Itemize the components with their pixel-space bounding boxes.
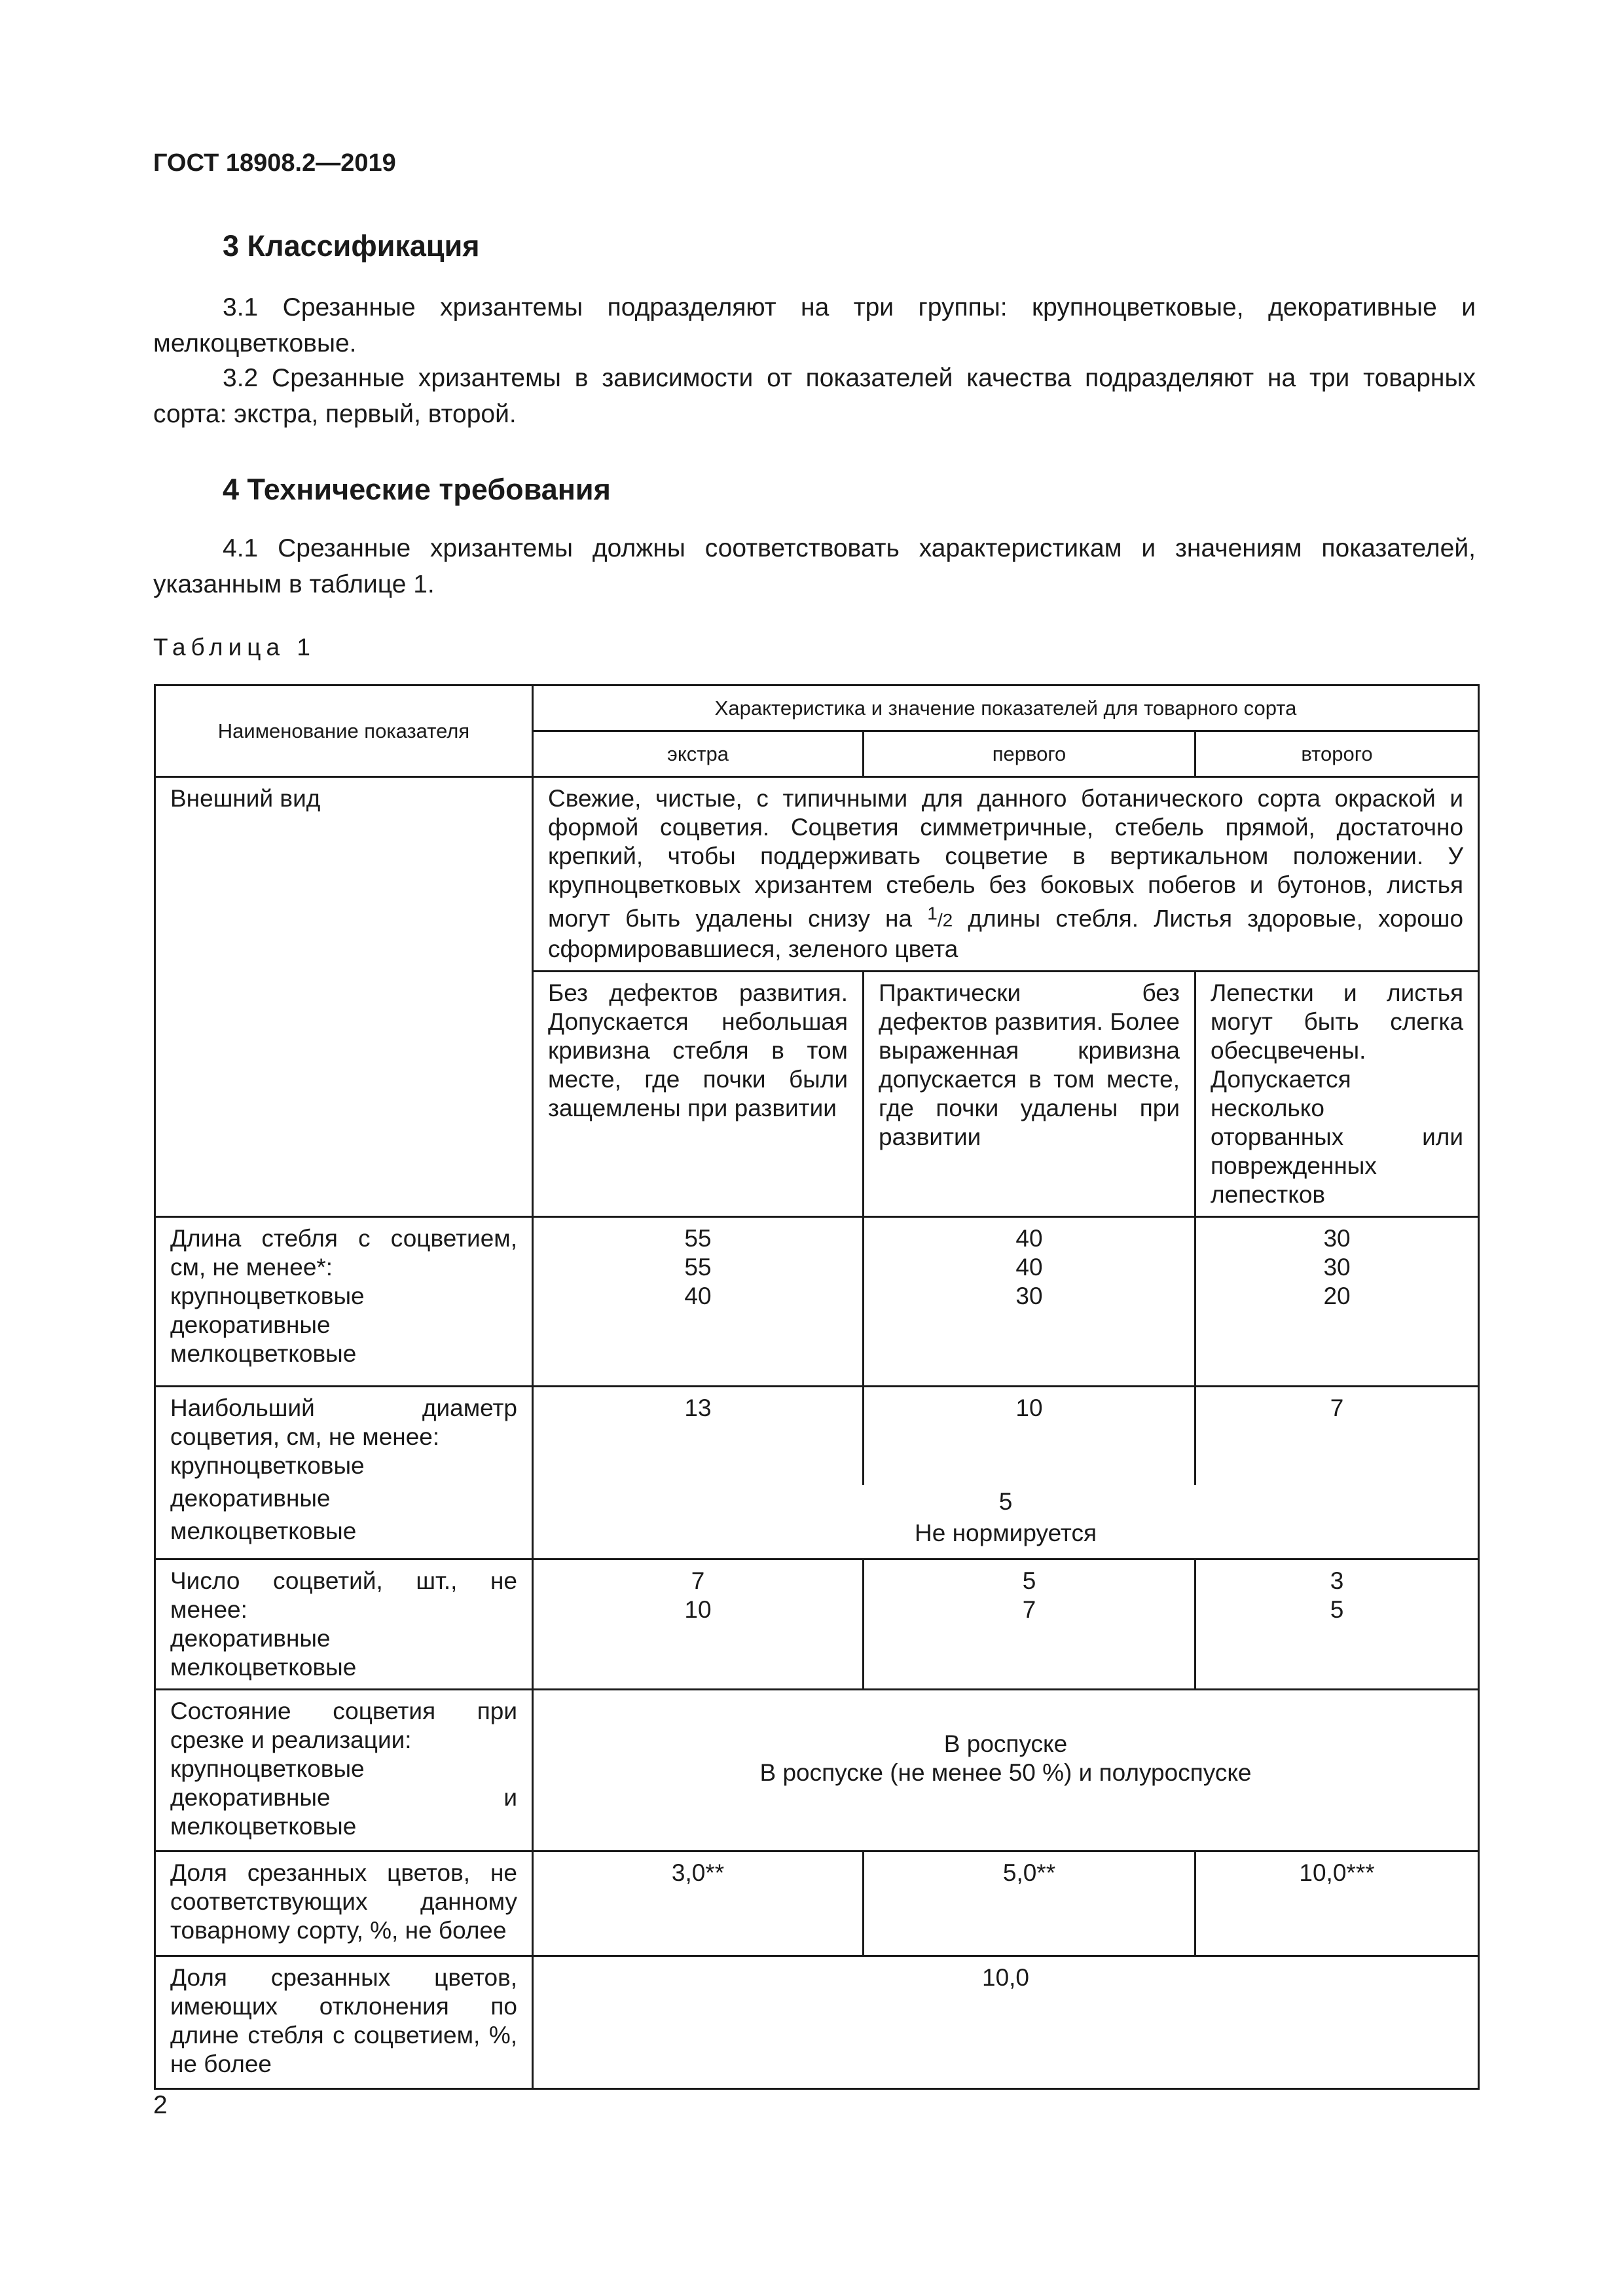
section-3-title: 3 Классификация — [223, 229, 480, 263]
diameter-extra: 13 — [533, 1387, 864, 1485]
paragraph-3-2: 3.2 Срезанные хризантемы в зависимости от показателей качества подразделяют на три товарных сорта: экстра, первый, второй. — [153, 364, 1476, 428]
row-name-length: Длина стебля с соцветием, см, не менее*: крупноцветковые декоративные мелкоцветковые — [155, 1217, 533, 1387]
length-first: 40 40 30 — [864, 1217, 1195, 1387]
paragraph-4-1: 4.1 Срезанные хризантемы должны соответствовать характеристикам и значениям показателей, указанным в таблице 1. — [153, 534, 1476, 598]
appearance-extra: Без дефектов развития. Допускается небольшая кривизна стебля в том месте, где почки были защемлены при развитии — [533, 972, 864, 1217]
appearance-first: Практически без дефектов развития. Более выраженная кривизна допускается в том месте, где почки удалены при развитии — [864, 972, 1195, 1217]
row-name-share-length: Доля срезанных цветов, имеющих отклонения по длине стебля с соцветием, %, не более — [155, 1956, 533, 2089]
row-name-appearance: Внешний вид — [155, 777, 533, 1217]
header-extra: экстра — [533, 731, 864, 777]
header-first: первого — [864, 731, 1195, 777]
section-4-title: 4 Технические требования — [223, 473, 611, 506]
diameter-first: 10 — [864, 1387, 1195, 1485]
share-grade-first: 5,0** — [864, 1851, 1195, 1956]
row-name-state: Состояние соцветия при срезке и реализации: крупноцветковые декоративные и мелкоцветковые — [155, 1690, 533, 1851]
appearance-common: Свежие, чистые, с типичными для данного ботанического сорта окраской и формой соцветия. Соцветия симметричные, стебель прямой, достаточно крепкий, чтобы поддерживать соцветие в вертикальном положении. У крупноцветковых хризантем стебель без боковых побегов и бутонов, листья могут быть удалены снизу на $^1$/2 длины стебля. Листья здоровые, хорошо сформировавшиеся, зеленого цвета — [533, 777, 1479, 972]
table-row — [155, 777, 1479, 972]
diameter-small: Не нормируется — [533, 1519, 1479, 1559]
share-length-value: 10,0 — [533, 1956, 1479, 2089]
requirements-table — [154, 684, 1480, 2090]
header-second: второго — [1195, 731, 1479, 777]
state-values: В роспуске В роспуске (не менее 50 %) и полуроспуске — [533, 1690, 1479, 1851]
page-number: 2 — [153, 2091, 168, 2119]
table-row — [155, 1559, 1479, 1690]
count-extra: 7 10 — [533, 1559, 864, 1690]
count-second: 3 5 — [1195, 1559, 1479, 1690]
table-header-row — [155, 685, 1479, 731]
diameter-decorative: 5 — [533, 1485, 1479, 1519]
table-caption: Таблица 1 — [153, 634, 316, 661]
row-name-diameter: Наибольший диаметр соцветия, см, не менее: крупноцветковые декоративные мелкоцветковые — [155, 1387, 533, 1559]
fraction-half: $^1$/2 — [927, 903, 953, 931]
table-row — [155, 1956, 1479, 2089]
share-grade-extra: 3,0** — [533, 1851, 864, 1956]
table-row — [155, 1690, 1479, 1851]
row-name-count: Число соцветий, шт., не менее: декоративные мелкоцветковые — [155, 1559, 533, 1690]
length-second: 30 30 20 — [1195, 1217, 1479, 1387]
table-row — [155, 1387, 1479, 1485]
header-group: Характеристика и значение показателей для товарного сорта — [533, 685, 1479, 731]
document-code: ГОСТ 18908.2—2019 — [153, 149, 396, 177]
table-row — [155, 1217, 1479, 1387]
row-name-share-grade: Доля срезанных цветов, не соответствующих данному товарному сорту, %, не более — [155, 1851, 533, 1956]
length-extra: 55 55 40 — [533, 1217, 864, 1387]
table-row — [155, 1851, 1479, 1956]
diameter-second: 7 — [1195, 1387, 1479, 1485]
count-first: 5 7 — [864, 1559, 1195, 1690]
paragraph-3-1: 3.1 Срезанные хризантемы подразделяют на три группы: крупноцветковые, декоративные и мелкоцветковые. — [153, 293, 1476, 357]
appearance-second: Лепестки и листья могут быть слегка обесцвечены. Допускается несколько оторванных или поврежденных лепестков — [1195, 972, 1479, 1217]
share-grade-second: 10,0*** — [1195, 1851, 1479, 1956]
header-name: Наименование показателя — [155, 685, 533, 777]
